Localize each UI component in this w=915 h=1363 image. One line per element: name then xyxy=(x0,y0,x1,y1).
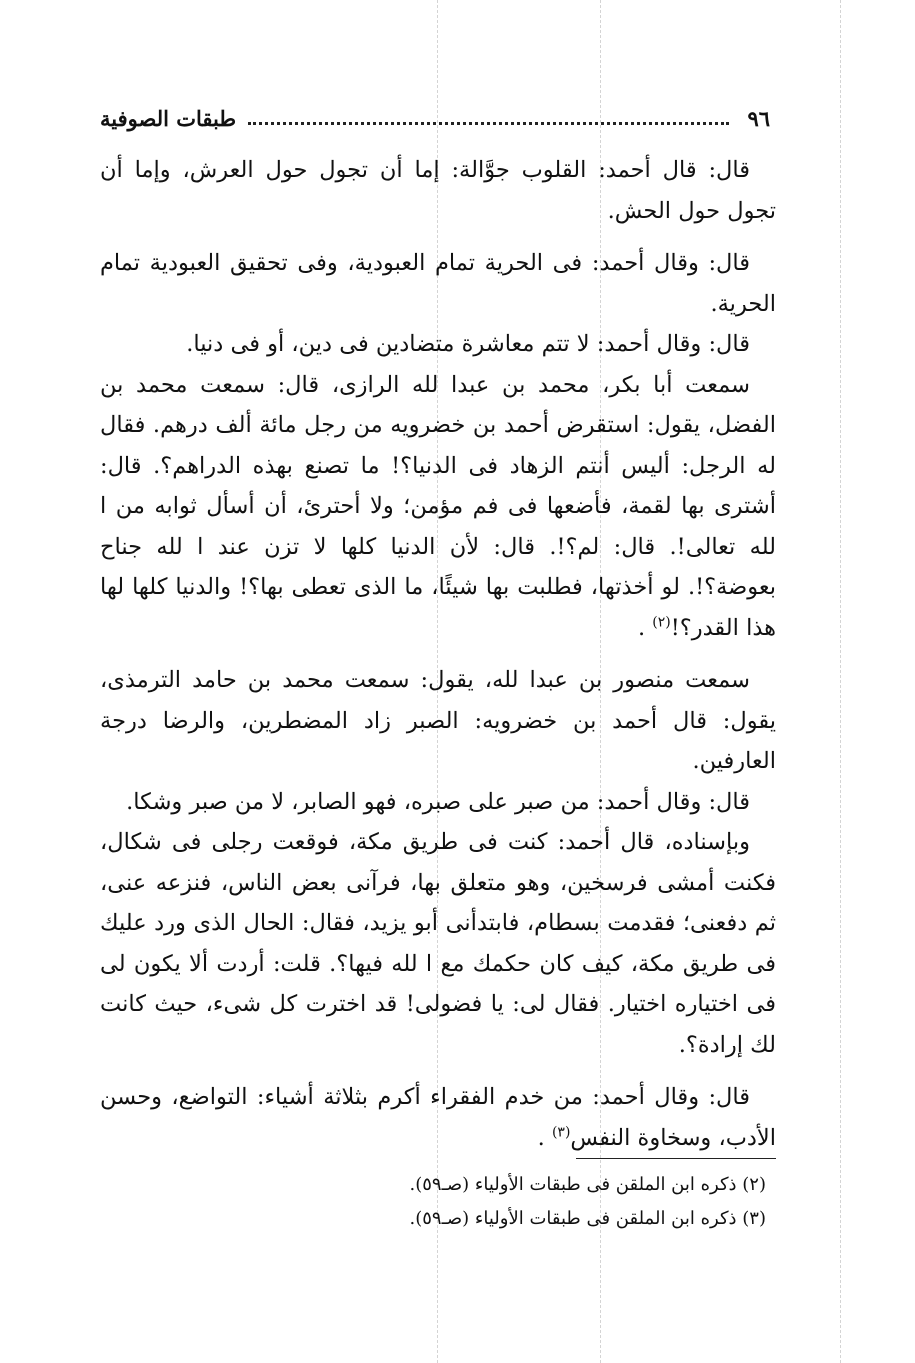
page-header xyxy=(100,100,770,136)
paragraph: قال: وقال أحمد: فى الحرية تمام العبودية، وفى تحقيق العبودية تمام الحرية. xyxy=(100,250,776,317)
running-title: طبقات الصوفية xyxy=(100,105,237,131)
paragraph-text: قال: وقال أحمد: من خدم الفقراء أكرم بثلاثة أشياء: التواضع، وحسن الأدب، وسخاوة النفس xyxy=(100,1084,776,1151)
paragraph: قال: وقال أحمد: من صبر على صبره، فهو الصابر، لا من صبر وشكا. xyxy=(126,788,750,815)
paragraph: قال: قال أحمد: القلوب جوَّالة: إما أن تجول حول العرش، وإما أن تجول حول الحش. xyxy=(100,157,776,224)
header-leader-dots xyxy=(248,112,729,125)
footnote-separator xyxy=(576,1158,776,1159)
footnote-reference: (٢) xyxy=(652,614,671,630)
page-number: ٩٦ xyxy=(747,105,770,131)
scan-guide-line xyxy=(840,0,841,1363)
footnote-reference: (٣) xyxy=(551,1124,571,1140)
paragraph-text: سمعت أبا بكر، محمد بن عبدا لله الرازى، قال: سمعت محمد بن الفضل، يقول: استقرض أحمد بن خضرويه من رجل مائة ألف درهم. فقال له الرجل: أليس أنتم الزهاد فى الدنيا؟! ما تصنع بهذه الدراهم؟. قال: أشترى بها لقمة، فأضعها فى فم مؤمن؛ ولا أحترئ، أن أسأل ثوابه من ا لله تعالى!. قال: لم؟!. قال: لأن الدنيا كلها لا تزن عند ا لله جناح بعوضة؟!. لو أخذتها، فطلبت بها شيئًا، ما الذى تعطى بها؟! والدنيا كلها لها هذا القدر؟! xyxy=(100,371,776,641)
footnotes xyxy=(300,1168,766,1236)
footnote: (٢) ذكره ابن الملقن فى طبقات الأولياء (صـ٥٩). xyxy=(409,1174,766,1195)
footnote: (٣) ذكره ابن الملقن فى طبقات الأولياء (صـ٥٩). xyxy=(409,1208,766,1229)
footnote-reference-trail: . xyxy=(637,614,646,641)
paragraph xyxy=(100,365,776,649)
paragraph: وبإسناده، قال أحمد: كنت فى طريق مكة، فوقعت رجلى فى شكال، فكنت أمشى فرسخين، وهو متعلق بها، فرآنى بعض الناس، فنزعه عنى، ثم دفعنى؛ فقدمت بسطام، فابتدأنى أبو يزيد، فقال: الحال الذى ورد عليك فى طريق مكة، كيف كان حكمك مع ا لله فيها؟. قلت: أردت ألا يكون لى فى اختياره اختيار. فقال لى: يا فضولى! قد اخترت كل شىء، حيث كانت لك إرادة؟. xyxy=(100,829,776,1058)
footnote-reference-trail: . xyxy=(537,1124,545,1151)
main-text xyxy=(100,150,776,1158)
paragraph: سمعت منصور بن عبدا لله، يقول: سمعت محمد بن حامد الترمذى، يقول: قال أحمد بن خضرويه: الصبر زاد المضطرين، والرضا درجة العارفين. xyxy=(100,667,776,774)
paragraph xyxy=(100,1077,776,1158)
paragraph: قال: وقال أحمد: لا تتم معاشرة متضادين فى دين، أو فى دنيا. xyxy=(186,331,750,357)
